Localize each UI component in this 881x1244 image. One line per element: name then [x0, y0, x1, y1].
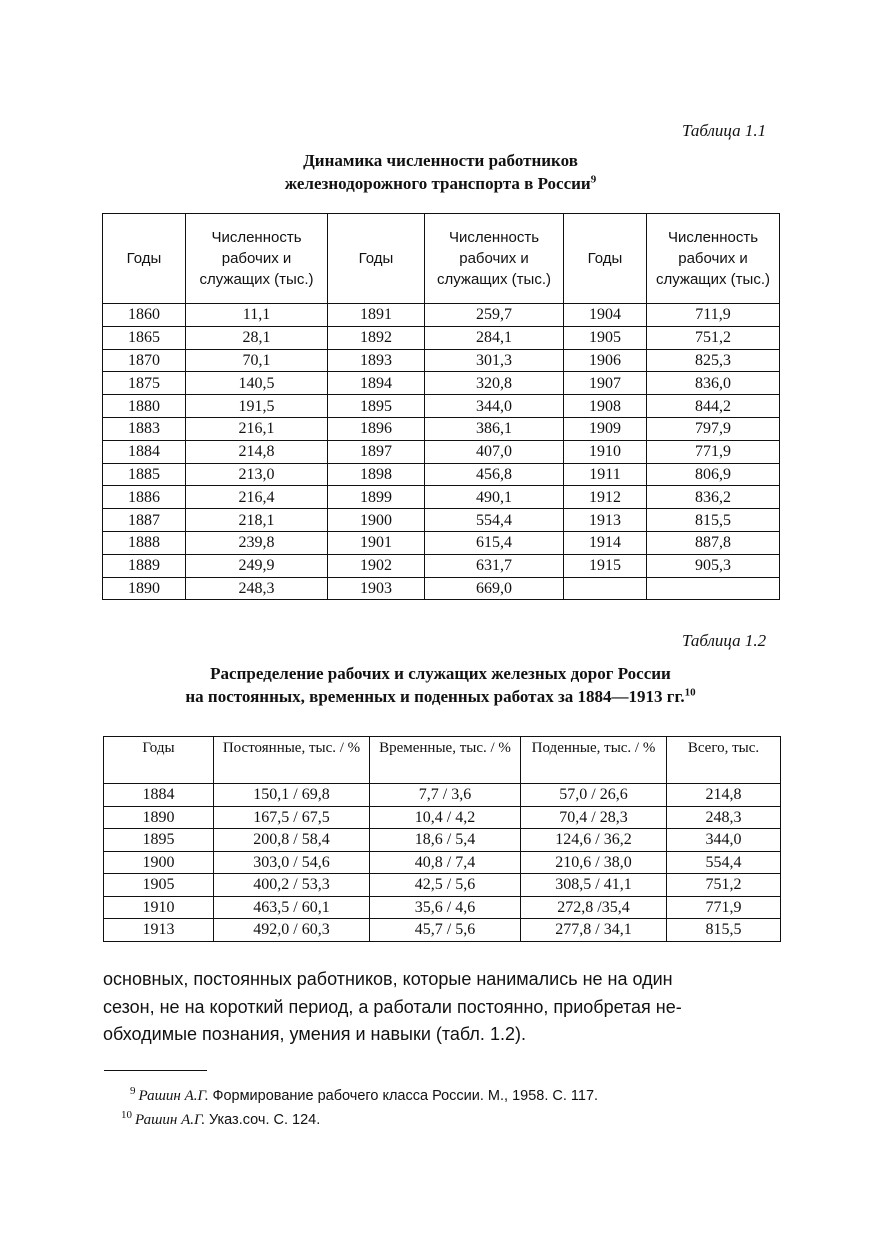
table-cell: 167,5 / 67,5 [214, 806, 370, 829]
table-cell: 213,0 [186, 463, 328, 486]
footnote-number: 9 [130, 1085, 136, 1097]
table-cell: 42,5 / 5,6 [370, 874, 521, 897]
table-cell: 1914 [564, 531, 647, 554]
table-row [103, 304, 780, 327]
table-row [103, 463, 780, 486]
table-row [103, 326, 780, 349]
table-cell: 771,9 [667, 896, 781, 919]
table-cell: 284,1 [425, 326, 564, 349]
table-cell: 28,1 [186, 326, 328, 349]
table-cell: 35,6 / 4,6 [370, 896, 521, 919]
table-row [103, 486, 780, 509]
table2 [103, 736, 781, 942]
table-cell: 1860 [103, 304, 186, 327]
table1-header-cell: Годы [564, 214, 647, 304]
table1-header-cell: Численность рабочих и служащих (тыс.) [647, 214, 780, 304]
table-row [103, 395, 780, 418]
table-cell: 1900 [328, 509, 425, 532]
table-cell: 1889 [103, 554, 186, 577]
table-cell: 277,8 / 34,1 [521, 919, 667, 942]
table1-caption: Таблица 1.1 [682, 121, 767, 140]
footnote-text: Указ.соч. С. 124. [208, 1112, 321, 1128]
table-cell: 214,8 [186, 440, 328, 463]
footnote-9 [130, 1081, 598, 1106]
table-cell: 200,8 / 58,4 [214, 829, 370, 852]
table-cell: 1865 [103, 326, 186, 349]
table-cell: 249,9 [186, 554, 328, 577]
paragraph-line: сезон, не на короткий период, а работали постоянно, приобретая не- [103, 996, 682, 1017]
table-cell: 18,6 / 5,4 [370, 829, 521, 852]
table-cell: 216,1 [186, 417, 328, 440]
table-cell: 554,4 [667, 851, 781, 874]
table-cell: 844,2 [647, 395, 780, 418]
footnote-author: Рашин А.Г. [135, 1112, 206, 1128]
table-cell: 1912 [564, 486, 647, 509]
table-cell: 669,0 [425, 577, 564, 600]
table1-header-cell: Численность рабочих и служащих (тыс.) [186, 214, 328, 304]
table-cell: 836,2 [647, 486, 780, 509]
table-cell: 303,0 / 54,6 [214, 851, 370, 874]
table-cell: 1890 [103, 577, 186, 600]
table2-header-cell: Постоянные, тыс. / % [214, 737, 370, 784]
table-cell: 1907 [564, 372, 647, 395]
table-cell: 1898 [328, 463, 425, 486]
table-cell: 1897 [328, 440, 425, 463]
table1-footnote-ref: 9 [590, 173, 597, 186]
footnote-10 [121, 1105, 320, 1130]
table2-body [104, 784, 781, 942]
table2-header-row [104, 737, 781, 784]
table-cell: 407,0 [425, 440, 564, 463]
table-cell: 1901 [328, 531, 425, 554]
table-cell: 400,2 / 53,3 [214, 874, 370, 897]
table-cell: 386,1 [425, 417, 564, 440]
table1-header-cell: Годы [328, 214, 425, 304]
table1-title [0, 149, 881, 195]
table-cell: 1900 [104, 851, 214, 874]
table-cell: 1884 [103, 440, 186, 463]
table-cell: 57,0 / 26,6 [521, 784, 667, 807]
table-cell: 1875 [103, 372, 186, 395]
table-row [103, 440, 780, 463]
table-cell: 1905 [564, 326, 647, 349]
table2-header-cell: Годы [104, 737, 214, 784]
table-cell: 191,5 [186, 395, 328, 418]
table-cell: 1883 [103, 417, 186, 440]
table-cell: 1904 [564, 304, 647, 327]
table1-header-row [103, 214, 780, 304]
table-cell: 490,1 [425, 486, 564, 509]
table-row [104, 874, 781, 897]
table-cell: 10,4 / 4,2 [370, 806, 521, 829]
table-cell: 771,9 [647, 440, 780, 463]
table-cell [647, 577, 780, 600]
table2-header-cell: Всего, тыс. [667, 737, 781, 784]
table-cell: 1893 [328, 349, 425, 372]
table2-title [0, 662, 881, 708]
table-cell: 1910 [104, 896, 214, 919]
paragraph-line: обходимые познания, умения и навыки (табл. 1.2). [103, 1024, 526, 1044]
body-paragraph [103, 966, 781, 1049]
table-cell: 216,4 [186, 486, 328, 509]
table-cell: 7,7 / 3,6 [370, 784, 521, 807]
table-cell: 11,1 [186, 304, 328, 327]
table-cell: 45,7 / 5,6 [370, 919, 521, 942]
table-cell: 1910 [564, 440, 647, 463]
table-cell: 1913 [564, 509, 647, 532]
table-cell: 631,7 [425, 554, 564, 577]
table-cell: 1887 [103, 509, 186, 532]
table-cell: 751,2 [667, 874, 781, 897]
table-cell: 825,3 [647, 349, 780, 372]
table-row [103, 349, 780, 372]
table-cell: 806,9 [647, 463, 780, 486]
table1-title-line2-text: железнодорожного транспорта в России [284, 174, 591, 193]
table2-title-line2-text: на постоянных, временных и поденных работах за 1884—1913 гг. [185, 687, 685, 706]
table1-header-cell: Численность рабочих и служащих (тыс.) [425, 214, 564, 304]
table-cell: 1909 [564, 417, 647, 440]
table1 [102, 213, 780, 600]
table-cell: 1888 [103, 531, 186, 554]
table-cell: 905,3 [647, 554, 780, 577]
table2-header-cell: Поденные, тыс. / % [521, 737, 667, 784]
table-cell: 1890 [104, 806, 214, 829]
footnote-number: 10 [121, 1109, 132, 1121]
table-cell: 1896 [328, 417, 425, 440]
table-cell: 1880 [103, 395, 186, 418]
table-cell: 320,8 [425, 372, 564, 395]
table-cell: 797,9 [647, 417, 780, 440]
table-cell [564, 577, 647, 600]
table-cell: 218,1 [186, 509, 328, 532]
table-cell: 150,1 / 69,8 [214, 784, 370, 807]
table-cell: 259,7 [425, 304, 564, 327]
table-cell: 308,5 / 41,1 [521, 874, 667, 897]
table-cell: 711,9 [647, 304, 780, 327]
table-row [103, 372, 780, 395]
table-cell: 344,0 [425, 395, 564, 418]
table-cell: 1905 [104, 874, 214, 897]
table2-title-line2 [0, 685, 881, 708]
table-cell: 301,3 [425, 349, 564, 372]
table-cell: 492,0 / 60,3 [214, 919, 370, 942]
table-cell: 815,5 [647, 509, 780, 532]
table1-title-line1: Динамика численности работников [303, 151, 578, 170]
table-cell: 344,0 [667, 829, 781, 852]
footnote-author: Рашин А.Г. [138, 1088, 209, 1104]
table-cell: 751,2 [647, 326, 780, 349]
table1-header-cell: Годы [103, 214, 186, 304]
table1-title-line2 [0, 172, 881, 195]
table-cell: 1911 [564, 463, 647, 486]
table-cell: 1908 [564, 395, 647, 418]
table-row [104, 784, 781, 807]
table-row [104, 896, 781, 919]
table-cell: 1902 [328, 554, 425, 577]
table-cell: 1899 [328, 486, 425, 509]
table-cell: 554,4 [425, 509, 564, 532]
table-cell: 124,6 / 36,2 [521, 829, 667, 852]
table-cell: 1906 [564, 349, 647, 372]
footnote-separator [104, 1070, 207, 1071]
table-cell: 1895 [328, 395, 425, 418]
table-cell: 214,8 [667, 784, 781, 807]
table-cell: 1870 [103, 349, 186, 372]
table-row [103, 577, 780, 600]
table-cell: 248,3 [186, 577, 328, 600]
table-cell: 1913 [104, 919, 214, 942]
table-row [104, 829, 781, 852]
table2-caption: Таблица 1.2 [682, 631, 767, 650]
table2-header-cell: Временные, тыс. / % [370, 737, 521, 784]
table-cell: 615,4 [425, 531, 564, 554]
table-row [103, 554, 780, 577]
table-cell: 239,8 [186, 531, 328, 554]
table-cell: 1891 [328, 304, 425, 327]
table-cell: 1884 [104, 784, 214, 807]
table-row [103, 531, 780, 554]
table-cell: 248,3 [667, 806, 781, 829]
table-cell: 1915 [564, 554, 647, 577]
table-row [104, 806, 781, 829]
table-cell: 272,8 /35,4 [521, 896, 667, 919]
table-cell: 463,5 / 60,1 [214, 896, 370, 919]
table-row [104, 851, 781, 874]
table-cell: 1886 [103, 486, 186, 509]
table-cell: 1903 [328, 577, 425, 600]
table-cell: 456,8 [425, 463, 564, 486]
table-cell: 1894 [328, 372, 425, 395]
footnote-text: Формирование рабочего класса России. М., 1958. С. 117. [212, 1088, 599, 1104]
table1-body [103, 304, 780, 600]
table-row [103, 417, 780, 440]
table-cell: 70,4 / 28,3 [521, 806, 667, 829]
table-cell: 887,8 [647, 531, 780, 554]
table-row [103, 509, 780, 532]
table-cell: 836,0 [647, 372, 780, 395]
table-cell: 1885 [103, 463, 186, 486]
table-row [104, 919, 781, 942]
table-cell: 210,6 / 38,0 [521, 851, 667, 874]
table-cell: 815,5 [667, 919, 781, 942]
paragraph-line: основных, постоянных работников, которые нанимались не на один [103, 969, 673, 989]
table-cell: 140,5 [186, 372, 328, 395]
table-cell: 40,8 / 7,4 [370, 851, 521, 874]
table2-footnote-ref: 10 [684, 686, 696, 699]
table-cell: 1892 [328, 326, 425, 349]
table-cell: 1895 [104, 829, 214, 852]
table-cell: 70,1 [186, 349, 328, 372]
table2-title-line1: Распределение рабочих и служащих железных дорог России [210, 664, 671, 683]
